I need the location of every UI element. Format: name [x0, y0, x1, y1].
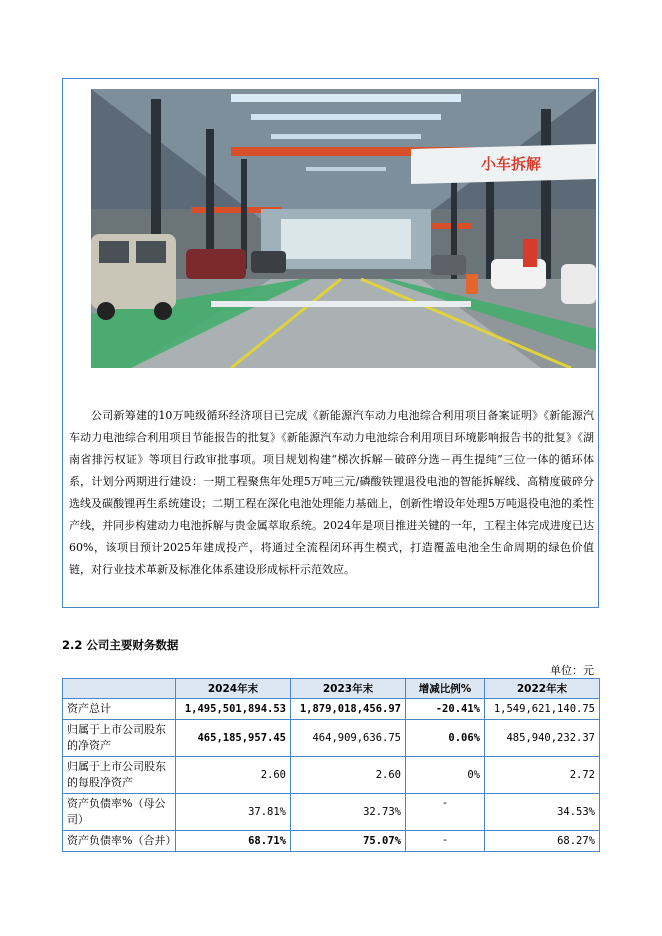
cell-2024: 465,185,957.45	[176, 720, 291, 757]
section-title: 2.2 公司主要财务数据	[62, 638, 179, 652]
cell-2022: 34.53%	[485, 794, 600, 831]
cell-2022: 485,940,232.37	[485, 720, 600, 757]
cell-change: 0.06%	[406, 720, 485, 757]
row-label: 资产总计	[63, 699, 176, 720]
cell-2022: 1,549,621,140.75	[485, 699, 600, 720]
table-header-row	[63, 679, 600, 699]
table-row	[63, 699, 600, 720]
cell-2024: 68.71%	[176, 831, 291, 852]
photo-sign-text: 小车拆解	[480, 155, 542, 173]
table-row	[63, 757, 600, 794]
cell-2023: 464,909,636.75	[291, 720, 406, 757]
project-description-paragraph: 公司新筹建的10万吨级循环经济项目已完成《新能源汽车动力电池综合利用项目备案证明》《新能源汽车动力电池综合利用项目节能报告的批复》《新能源汽车动力电池综合利用项目环境影响报告书的批复》《湖南省排污权证》等项目行政审批事项。项目规划构建“梯次拆解－破碎分选－再生提纯”三位一体的循环体系，计划分两期进行建设：一期工程聚焦年处理5万吨三元/磷酸铁锂退役电池的智能拆解线、高精度破碎分选线及碳酸锂再生系统建设；二期工程在深化电池处理能力基础上，创新性增设年处理5万吨退役电池的柔性产线，并同步构建动力电池拆解与贵金属萃取系统。2024年是项目推进关键的一年，工程主体完成进度已达60%，该项目预计2025年建成投产，将通过全流程闭环再生模式，打造覆盖电池全生命周期的绿色价值链，对行业技术革新及标准化体系建设形成标杆示范效应。	[69, 409, 594, 576]
cell-change: 0%	[406, 757, 485, 794]
cell-2022: 2.72	[485, 757, 600, 794]
cell-2024: 1,495,501,894.53	[176, 699, 291, 720]
cell-2024: 37.81%	[176, 794, 291, 831]
row-label: 归属于上市公司股东的净资产	[63, 720, 176, 757]
financial-data-table	[62, 678, 600, 852]
factory-photo-image	[91, 89, 596, 368]
header-cell	[63, 679, 176, 699]
row-label: 资产负债率%（母公司）	[63, 794, 176, 831]
cell-2024: 2.60	[176, 757, 291, 794]
header-cell: 2022年末	[485, 679, 600, 699]
header-cell: 2023年末	[291, 679, 406, 699]
row-label: 资产负债率%（合并）	[63, 831, 176, 852]
header-cell: 2024年末	[176, 679, 291, 699]
cell-2023: 75.07%	[291, 831, 406, 852]
content-frame	[62, 78, 599, 608]
cell-2023: 1,879,018,456.97	[291, 699, 406, 720]
unit-label: 单位：元	[550, 664, 594, 677]
cell-change: -	[406, 794, 485, 831]
cell-change: -	[406, 831, 485, 852]
cell-2023: 2.60	[291, 757, 406, 794]
row-label: 归属于上市公司股东的每股净资产	[63, 757, 176, 794]
table-row	[63, 831, 600, 852]
cell-2022: 68.27%	[485, 831, 600, 852]
table-row	[63, 720, 600, 757]
cell-change: -20.41%	[406, 699, 485, 720]
factory-photo	[91, 89, 596, 368]
header-cell: 增减比例%	[406, 679, 485, 699]
cell-2023: 32.73%	[291, 794, 406, 831]
table-row	[63, 794, 600, 831]
